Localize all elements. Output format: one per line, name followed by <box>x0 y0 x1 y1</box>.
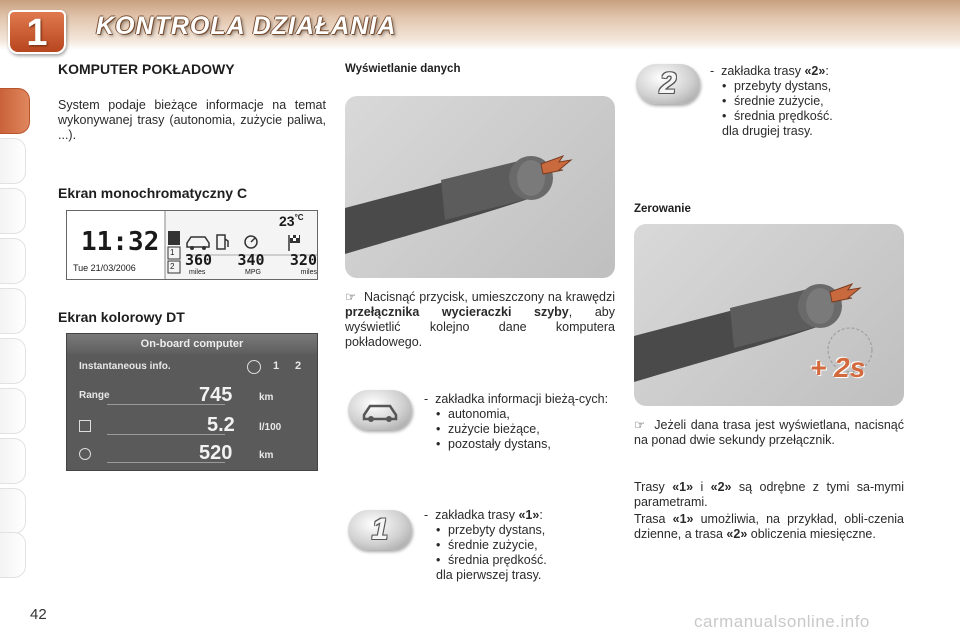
color-tab-1: 1 <box>273 360 280 372</box>
page-number: 42 <box>30 606 47 623</box>
side-tab <box>0 238 26 284</box>
color-display <box>66 333 318 471</box>
list-item: • autonomia, <box>436 407 616 422</box>
range-value: 745 <box>199 384 233 406</box>
reset-instruction-text: Jeżeli dana trasa jest wyświetlana, nacisnąć na ponad dwie sekundy przełącznik. <box>634 418 904 447</box>
list-item: • pozostały dystans, <box>436 437 616 452</box>
side-tab <box>0 138 26 184</box>
wiper-stalk-illustration <box>345 96 615 278</box>
header-fade <box>0 40 960 50</box>
trips-separate-paragraph <box>634 480 904 510</box>
side-tab <box>0 288 26 334</box>
paragraph-text: umożliwia, na przykład, obli-czenia dzienne, a trasa <box>634 512 905 541</box>
color-display-title: On-board computer <box>67 334 317 354</box>
page-header <box>0 0 960 56</box>
paragraph-text: obliczenia miesięczne. <box>747 527 876 541</box>
trip-2-lead-colon: : <box>825 64 829 78</box>
display-heading: Wyświetlanie danych <box>345 63 461 75</box>
chapter-title: KONTROLA DZIAŁANIA <box>96 12 397 40</box>
instruction-bold: przełącznika wycieraczki szyby <box>345 305 569 319</box>
trip-1-lead-bold: «1» <box>518 508 540 522</box>
watermark: carmanualsonline.info <box>694 612 870 631</box>
paragraph-text: Trasy <box>634 480 673 494</box>
paragraph-bold: «2» <box>726 527 748 541</box>
list-item: • przebyty dystans, <box>436 523 616 538</box>
hand-pointer-icon: ☞ <box>345 290 357 304</box>
trip-1-lead-colon: : <box>539 508 543 522</box>
side-tab-active <box>0 88 30 134</box>
instruction-text: Nacisnąć przycisk, umieszczony na krawędzi <box>363 290 615 304</box>
distance-unit: km <box>259 450 274 461</box>
consumption-unit: l/100 <box>259 422 282 433</box>
trip-unit: MPG <box>245 269 261 276</box>
trip-2-tail: dla drugiej trasy. <box>722 124 813 138</box>
info-tab-icon <box>247 360 261 374</box>
trip-unit: miles <box>189 269 206 276</box>
instruction-text: , aby wyświetlić kolejno dane komputera pokładowego. <box>345 305 615 349</box>
trip-1-tail: dla pierwszej trasy. <box>436 568 542 582</box>
trip-tab-1: 1 <box>170 248 175 257</box>
trip-units-row <box>189 269 317 276</box>
trip-2-text <box>710 64 902 139</box>
wiper-stalk-photo <box>345 96 615 278</box>
trip-1-lead-text: zakładka trasy <box>435 508 519 522</box>
trip-1-badge <box>348 510 412 550</box>
list-item: • przebyty dystans, <box>722 79 902 94</box>
trip-value: 340 <box>237 251 265 269</box>
section-heading: KOMPUTER POKŁADOWY <box>58 61 235 77</box>
car-icon <box>360 397 400 423</box>
side-tab <box>0 532 26 578</box>
trip-2-list <box>722 79 902 124</box>
chapter-number: 1 <box>26 12 48 54</box>
paragraph-bold: «1» <box>672 480 694 494</box>
hand-pointer-icon: ☞ <box>634 418 646 432</box>
trip-unit: miles <box>300 269 317 276</box>
trip-1-lead: - zakładka trasy «1»: <box>424 508 543 522</box>
list-item: • średnia prędkość. <box>722 109 902 124</box>
hold-2s-label: + 2s <box>810 352 866 383</box>
color-screen-heading: Ekran kolorowy DT <box>58 309 185 325</box>
trips-usage-paragraph <box>634 512 904 542</box>
trip-1-badge-number: 1 <box>371 513 389 546</box>
range-unit: km <box>259 392 274 403</box>
side-tab <box>0 388 26 434</box>
side-tab <box>0 188 26 234</box>
trip-1-text <box>424 508 616 583</box>
info-tab-text <box>424 392 616 452</box>
trip-2-badge <box>636 64 700 104</box>
list-item: • średnie zużycie, <box>436 538 616 553</box>
reset-heading: Zerowanie <box>634 203 691 215</box>
trip-values-row <box>185 251 317 269</box>
clock-time: 11:32 <box>81 227 160 257</box>
info-tab-badge <box>348 390 412 430</box>
trip-tab-2: 2 <box>170 262 175 271</box>
mono-screen-heading: Ekran monochromatyczny C <box>58 185 248 201</box>
color-tab-2: 2 <box>295 360 302 372</box>
info-tab-lead: - zakładka informacji bieżą-cych: <box>424 392 609 406</box>
temperature-unit: °C <box>294 213 304 222</box>
mono-display <box>66 210 318 280</box>
list-item: • średnia prędkość. <box>436 553 616 568</box>
paragraph-bold: «2» <box>710 480 732 494</box>
range-label: Range <box>79 390 110 401</box>
distance-icon <box>79 448 91 460</box>
paragraph-bold: «1» <box>672 512 694 526</box>
consumption-value: 5.2 <box>207 414 235 436</box>
fuel-icon <box>79 420 91 432</box>
trip-2-lead-bold: «2» <box>804 64 826 78</box>
trip-1-list <box>436 523 616 568</box>
paragraph-text: i <box>693 480 711 494</box>
side-tab <box>0 438 26 484</box>
trip-2-lead: - zakładka trasy «2»: <box>710 64 829 78</box>
intro-paragraph: System podaje bieżące informacje na temat wykonywanej trasy (autonomia, zużycie paliwa, ...). <box>58 98 326 142</box>
trip-2-lead-text: zakładka trasy <box>721 64 805 78</box>
trip-2-badge-number: 2 <box>659 67 677 100</box>
temperature-value: 23 <box>279 213 295 229</box>
outside-temperature <box>279 213 304 229</box>
side-tab <box>0 488 26 534</box>
paragraph-text: są odrębne z tymi sa-mymi parametrami. <box>634 480 904 509</box>
info-tab-lead-text: zakładka informacji bieżą-cych: <box>435 392 609 406</box>
list-item: • zużycie bieżące, <box>436 422 616 437</box>
info-tab-list <box>436 407 616 452</box>
side-tabs <box>0 62 32 582</box>
color-display-subtitle: Instantaneous info. <box>79 361 171 372</box>
reset-instruction <box>634 418 904 448</box>
clock-date: Tue 21/03/2006 <box>73 263 136 273</box>
reset-stalk-photo <box>634 224 904 406</box>
trip-value: 320 <box>289 251 317 269</box>
list-item: • średnie zużycie, <box>722 94 902 109</box>
trip-value: 360 <box>185 251 213 269</box>
side-tab <box>0 338 26 384</box>
paragraph-text: Trasa <box>634 512 673 526</box>
chapter-tab <box>8 10 66 54</box>
distance-value: 520 <box>199 442 233 464</box>
display-instruction <box>345 290 615 350</box>
